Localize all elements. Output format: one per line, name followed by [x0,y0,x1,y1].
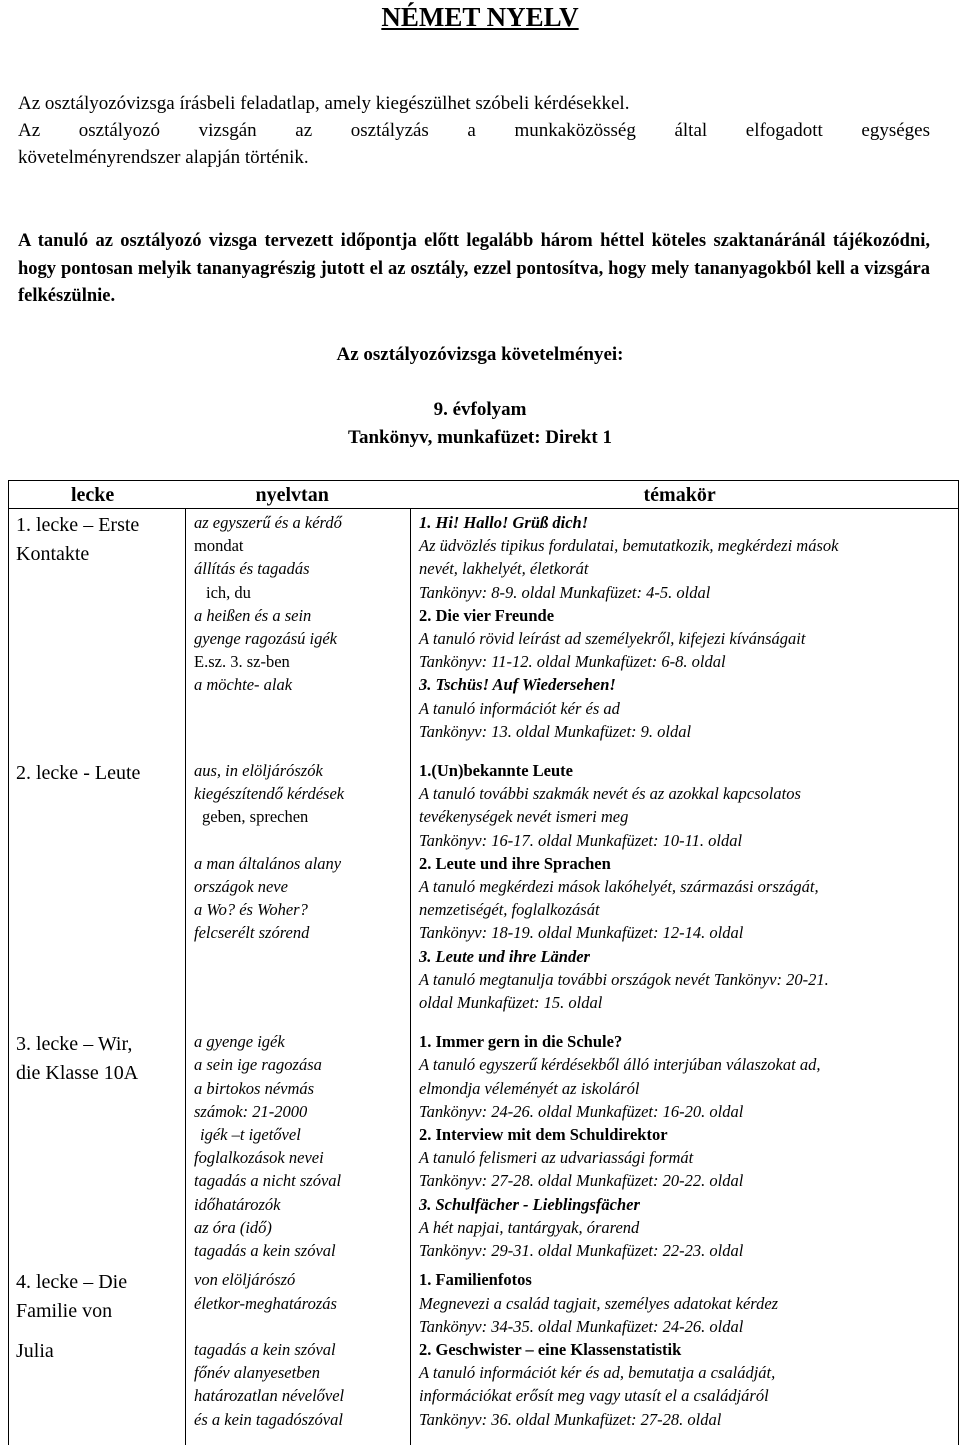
exam-notice: A tanuló az osztályozó vizsga tervezett időpontja előtt legalább három héttel köteles szaktanáránál tájékozódni, hogy pontosan melyik tananyagrészig jutott el az osztály, ezzel pontosítva, hogy mely tananyagokból kell a vizsgára felkészülnie. [18,231,930,306]
topic-text: A tanuló információt kér és ad [419,698,620,718]
topic-reference: Tankönyv: 36. oldal Munkafüzet: 27-28. oldal [419,1409,722,1429]
lecke-line: 3. lecke – Wir, [16,1033,133,1056]
page-title: NÉMET NYELV [381,2,579,32]
topic-text: tevékenységek nevét ismeri meg [419,807,629,827]
grammar-item: von elöljárószó [194,1270,296,1290]
topic-title: 1.(Un)bekannte Leute [419,761,574,781]
topic-text: Az üdvözlés tipikus fordulatai, bemutatkozik, megkérdezi mások [419,536,839,556]
header-lecke: lecke [9,481,186,509]
grammar-item: ich, du [206,582,251,602]
grammar-item: felcserélt szórend [194,923,310,943]
grammar-item: állítás és tagadás [194,559,310,579]
topic-reference: Tankönyv: 16-17. oldal Munkafüzet: 10-11. oldal [419,830,743,850]
temakor-cell [411,509,959,758]
nyelvtan-cell [186,757,411,1028]
grammar-item: gyenge ragozású igék [194,629,337,649]
textbook-heading: Tankönyv, munkafüzet: Direkt 1 [348,427,612,448]
topic-reference: Tankönyv: 8-9. oldal Munkafüzet: 4-5. oldal [419,582,711,602]
topic-text: A tanuló felismeri az udvariassági formát [419,1148,694,1168]
grammar-item: tagadás a nicht szóval [194,1171,342,1191]
table-row [9,1028,959,1266]
table-header-row [9,481,959,509]
lecke-cell [9,509,186,758]
grammar-item: a man általános alany [194,853,342,873]
grammar-item: geben, sprechen [202,807,309,827]
grammar-item: a heißen és a sein [194,605,312,625]
topic-reference: Tankönyv: 11-12. oldal Munkafüzet: 6-8. oldal [419,652,726,672]
lecke-cell [9,1266,186,1444]
topic-text: A tanuló rövid leírást ad személyekről, kifejezi kívánságait [419,629,806,649]
grammar-item: országok neve [194,877,288,897]
nyelvtan-cell [186,1266,411,1444]
topic-reference: Tankönyv: 29-31. oldal Munkafüzet: 22-23. oldal [419,1241,744,1261]
topic-title: 3. Leute und ihre Länder [419,946,590,966]
lecke-line: 1. lecke – Erste [16,514,140,536]
topic-reference: Tankönyv: 13. oldal Munkafüzet: 9. oldal [419,721,692,741]
lecke-cell [9,757,186,1028]
lecke-line: Kontakte [16,542,90,565]
header-temakor: témakör [411,481,959,509]
grammar-item: tagadás a kein szóval [194,1241,336,1261]
grammar-item: az egyszerű és a kérdő [194,513,342,532]
topic-text: nemzetiségét, foglalkozását [419,900,600,920]
topic-reference: Tankönyv: 18-19. oldal Munkafüzet: 12-14. oldal [419,923,744,943]
topic-title: 1. Familienfotos [419,1270,532,1290]
spacer [194,829,404,852]
grammar-item: a möchte- alak [194,675,293,695]
grammar-item: foglalkozások nevei [194,1148,324,1168]
intro-line-2: Az osztályozó vizsgán az osztályzás a munkaközösség által elfogadott egységes [18,120,930,141]
lecke-cell [9,1028,186,1266]
topic-text: nevét, lakhelyét, életkorát [419,559,589,579]
grammar-item: az óra (idő) [194,1217,272,1237]
grammar-item: a Wo? és Woher? [194,900,308,920]
nyelvtan-cell [186,1028,411,1266]
topic-text: A tanuló információt kér és ad, bemutatja a családját, [419,1363,776,1383]
grammar-item: a gyenge igék [194,1032,285,1052]
lecke-line: die Klasse 10A [16,1061,139,1084]
curriculum-table [8,480,959,1445]
topic-text: Megnevezi a család tagjait, személyes adatokat kérdez [419,1293,779,1313]
temakor-cell [411,1028,959,1266]
temakor-cell [411,1266,959,1444]
requirements-heading: Az osztályozóvizsga követelményei: [336,344,624,365]
topic-title: 1. Immer gern in die Schule? [419,1032,623,1052]
topic-reference: oldal Munkafüzet: 15. oldal [419,993,603,1013]
topic-reference: Tankönyv: 34-35. oldal Munkafüzet: 24-26. oldal [419,1316,744,1336]
grammar-item: időhatározók [194,1194,281,1214]
topic-title: 2. Geschwister – eine Klassenstatistik [419,1339,682,1359]
topic-title: 2. Leute und ihre Sprachen [419,853,611,873]
topic-text: elmondja véleményét az iskoláról [419,1078,640,1098]
grammar-item: a birtokos névmás [194,1078,315,1098]
grammar-item: tagadás a kein szóval [194,1339,336,1359]
topic-title: 3. Tschüs! Auf Wiedersehen! [419,675,616,695]
grammar-item: számok: 21-2000 [194,1101,308,1121]
topic-text: A tanuló további szakmák nevét és az azokkal kapcsolatos [419,784,801,804]
grammar-item: igék –t igetővel [200,1125,301,1145]
temakor-cell [411,757,959,1028]
grade-heading: 9. évfolyam [433,399,527,420]
grammar-item: aus, in elöljárószók [194,761,323,781]
grammar-item: életkor-meghatározás [194,1293,337,1313]
grammar-item: határozatlan névelővel [194,1386,345,1406]
spacer [194,1315,404,1338]
lecke-line: 4. lecke – Die [16,1271,128,1294]
grammar-item: főnév alanyesetben [194,1363,320,1383]
topic-reference: Tankönyv: 24-26. oldal Munkafüzet: 16-20. oldal [419,1101,744,1121]
topic-title: 2. Interview mit dem Schuldirektor [419,1125,668,1145]
grammar-item: kiegészítendő kérdések [194,784,345,804]
intro-line-3: követelményrendszer alapján történik. [18,147,309,168]
topic-text: A tanuló megkérdezi mások lakóhelyét, származási országát, [419,877,819,897]
topic-reference: Tankönyv: 27-28. oldal Munkafüzet: 20-22. oldal [419,1171,744,1191]
header-nyelvtan: nyelvtan [186,481,411,509]
table-row [9,1266,959,1444]
intro-line-1: Az osztályozóvizsga írásbeli feladatlap, amely kiegészülhet szóbeli kérdésekkel. [18,93,630,114]
nyelvtan-cell [186,509,411,758]
grammar-item: mondat [194,536,244,556]
topic-text: A hét napjai, tantárgyak, órarend [419,1217,640,1237]
grammar-item: és a kein tagadószóval [194,1409,343,1429]
lecke-line: 2. lecke - Leute [16,762,141,785]
grammar-item: E.sz. 3. sz-ben [194,652,290,672]
lecke-line: Familie von [16,1299,113,1322]
table-row [9,509,959,758]
topic-text: információkat erősít meg vagy utasít el a családjáról [419,1386,769,1406]
grammar-item: a sein ige ragozása [194,1055,322,1075]
topic-text: A tanuló egyszerű kérdésekből álló interjúban válaszokat ad, [419,1055,821,1075]
topic-text: A tanuló megtanulja további országok nevét Tankönyv: 20-21. [419,969,829,989]
topic-title: 2. Die vier Freunde [419,605,555,625]
table-row [9,757,959,1028]
topic-title: 1. Hi! Hallo! Grüß dich! [419,513,589,532]
topic-title: 3. Schulfächer - Lieblingsfächer [419,1194,640,1214]
lecke-line: Julia [16,1340,54,1363]
